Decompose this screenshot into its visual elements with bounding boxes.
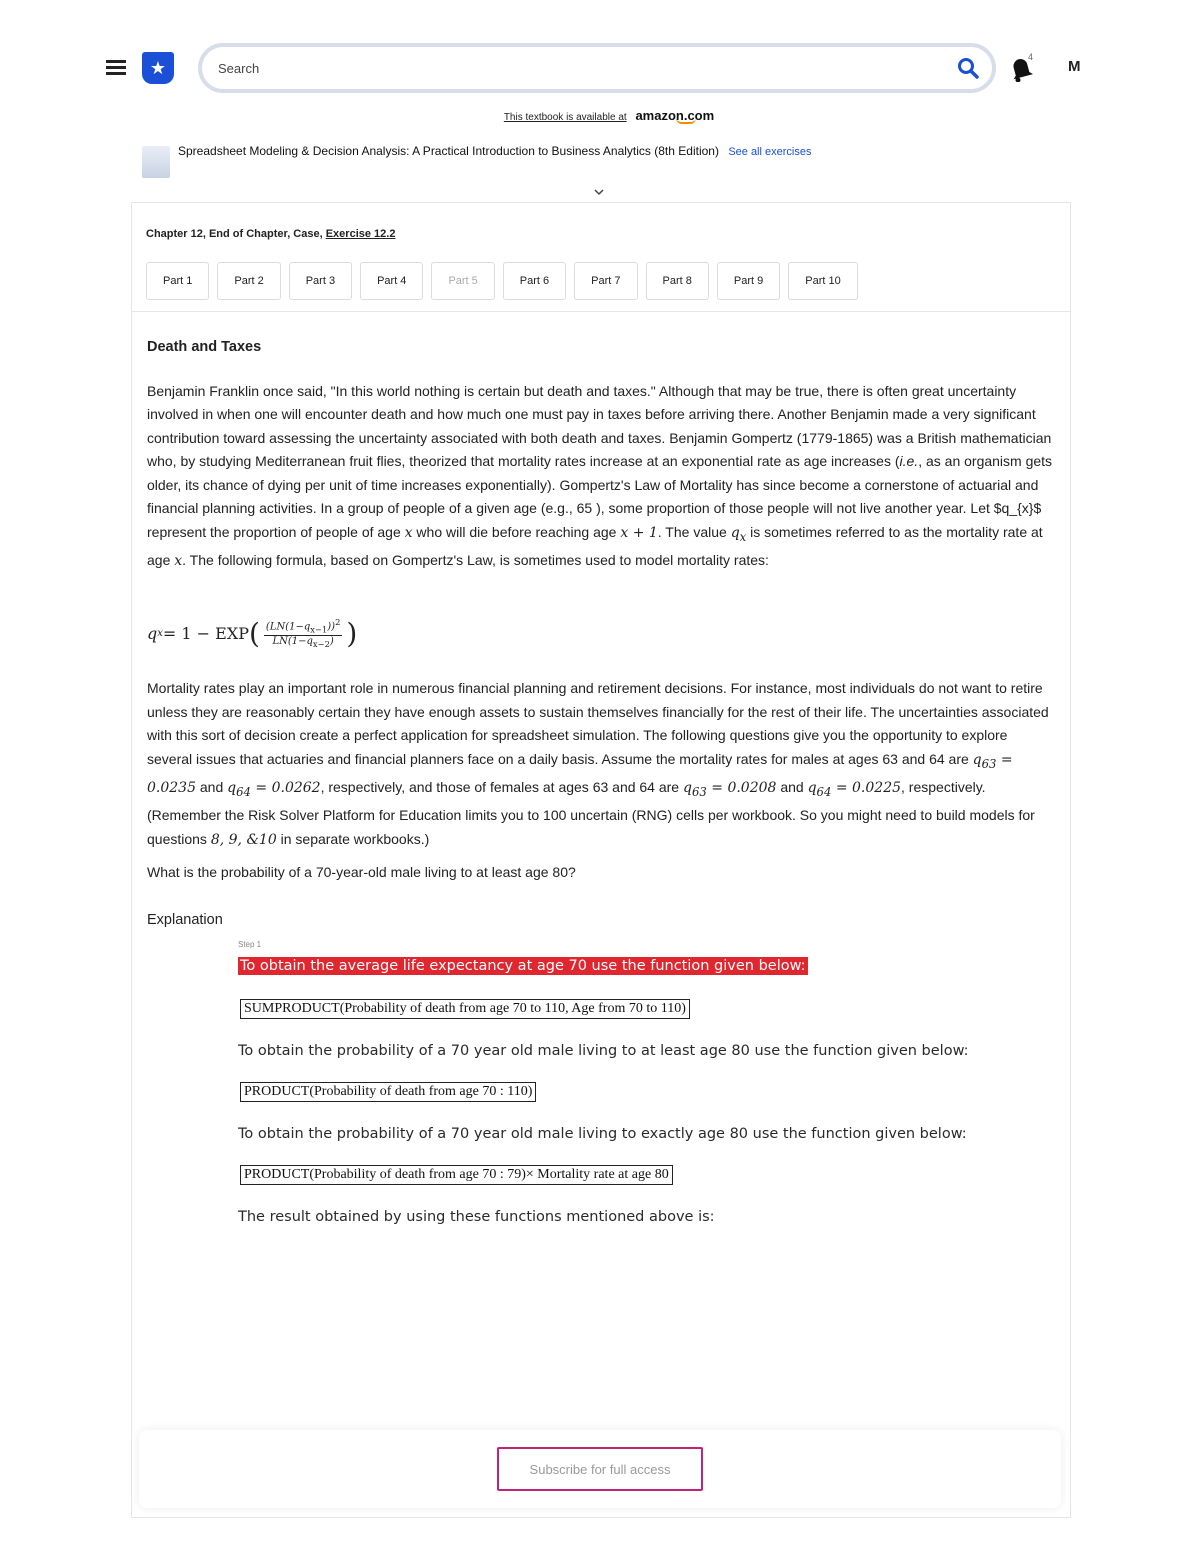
tab-part-2[interactable]: Part 2 xyxy=(217,262,280,300)
chevron-down-icon[interactable] xyxy=(593,186,605,198)
step-label: Step 1 xyxy=(238,940,262,949)
user-avatar[interactable]: M xyxy=(1068,58,1081,75)
solution-line-2: To obtain the probability of a 70 year old male living to at least age 80 use the function given below: xyxy=(238,1043,969,1059)
solution-line-1: To obtain the average life expectancy at age 70 use the function given below: xyxy=(240,958,806,974)
top-bar xyxy=(106,42,1096,94)
see-all-exercises-link[interactable]: See all exercises xyxy=(728,146,812,158)
book-title: Spreadsheet Modeling & Decision Analysis: A Practical Introduction to Business Analytics (8th Edition) xyxy=(178,144,719,158)
search-icon[interactable] xyxy=(956,56,980,80)
intro-paragraph: Benjamin Franklin once said, "In this world nothing is certain but death and taxes." Although that may be true, there is often great uncertainty involved in when one will encounter death and how much one must pay in taxes before arriving there. Another Benjamin made a very significant contribution toward assessing the uncertainty associated with both death and taxes. Benjamin Gompertz (1779-1865) was a British mathematician who, by studying Mediterranean fruit flies, theorized that mortality rates increase at an exponential rate as age increases (i.e., as an organism gets older, its chance of dying per unit of time increases exponentially). Gompertz's Law of Mortality has since become a cornerstone of actuarial and financial planning activities. In a group of people of a given age (e.g., 65 ), some proportion of those people will not live another year. Let $q_{x}$ represent the proportion of people of age x who will die before reaching age x + 1. The value $q_x$ is sometimes referred to as the mortality rate at age x. The following formula, based on Gompertz's Law, is sometimes used to model mortality rates: xyxy=(147,382,1053,569)
tab-part-10[interactable]: Part 10 xyxy=(788,262,857,300)
tab-part-4[interactable]: Part 4 xyxy=(360,262,423,300)
question-text: What is the probability of a 70-year-old male living to at least age 80? xyxy=(147,864,576,880)
subscribe-panel xyxy=(139,1430,1061,1508)
tab-part-3[interactable]: Part 3 xyxy=(289,262,352,300)
chapter-breadcrumb xyxy=(146,228,395,240)
amazon-logo[interactable]: amazon.com xyxy=(635,108,715,123)
book-cover-thumbnail[interactable] xyxy=(142,146,170,178)
gompertz-formula: q x = 1 − EXP ( $\frac{(LN(1-q_{x-1}))^2}{LN(1-q_{x-2})}$ ) xyxy=(147,616,358,650)
formula-box-2: PRODUCT(Probability of death from age 70 : 110) xyxy=(240,1082,536,1102)
search-box xyxy=(198,43,996,93)
tab-part-7[interactable]: Part 7 xyxy=(574,262,637,300)
exercise-link[interactable]: Exercise 12.2 xyxy=(325,228,396,240)
formula-fraction: $\frac{(LN(1-q_{x-1}))^2}{LN(1-q_{x-2})}$ xyxy=(265,617,341,650)
brand-logo-icon[interactable]: ★ xyxy=(142,52,174,84)
tab-part-5[interactable]: Part 5 xyxy=(431,262,494,300)
subscribe-button[interactable]: Subscribe for full access xyxy=(497,1447,703,1491)
tab-part-8[interactable]: Part 8 xyxy=(646,262,709,300)
hamburger-menu-icon[interactable] xyxy=(106,60,126,76)
case-title: Death and Taxes xyxy=(147,339,262,355)
amazon-smile-icon xyxy=(676,118,696,124)
explanation-heading: Explanation xyxy=(147,912,223,928)
notification-count: 4 xyxy=(1028,52,1034,62)
amazon-availability xyxy=(0,108,1200,124)
solution-line-3: To obtain the probability of a 70 year old male living to exactly age 80 use the function given below: xyxy=(238,1126,967,1142)
formula-box-1: SUMPRODUCT(Probability of death from age 70 to 110, Age from 70 to 110) xyxy=(240,999,690,1019)
question-content xyxy=(147,336,1053,573)
formula-box-3: PRODUCT(Probability of death from age 70 : 79)× Mortality rate at age 80 xyxy=(240,1165,673,1185)
assumptions-paragraph: Mortality rates play an important role in numerous financial planning and retirement decisions. For instance, most individuals do not want to retire unless they are reasonably certain they have enough assets to sustain themselves financially for the rest of their life. The uncertainties associated with this sort of decision create a perfect application for spreadsheet simulation. The following questions give you the opportunity to explore several issues that actuaries and financial planners face on a daily basis. Assume the mortality rates for males at ages 63 and 64 are $q_{63} = 0.0235$ and $q_{64} = 0.0262$, respectively, and those of females at ages 63 and 64 are $q_{63} = 0.0208$ and $q_{64} = 0.0225$, respectively. (Remember the Risk Solver Platform for Education limits you to 100 uncertain (RNG) cells per workbook. So you might need to build models for questions 8, 9, &10 in separate workbooks.) xyxy=(147,680,1049,848)
part-tabs xyxy=(146,262,858,300)
amazon-link[interactable]: This textbook is available at xyxy=(503,112,627,123)
card-divider xyxy=(131,311,1071,312)
tab-part-1[interactable]: Part 1 xyxy=(146,262,209,300)
solution-line-4: The result obtained by using these functions mentioned above is: xyxy=(238,1209,715,1225)
book-info xyxy=(142,140,1062,180)
tab-part-9[interactable]: Part 9 xyxy=(717,262,780,300)
search-input[interactable] xyxy=(218,57,918,79)
chapter-prefix: Chapter 12, End of Chapter, Case, xyxy=(146,228,323,240)
tab-part-6[interactable]: Part 6 xyxy=(503,262,566,300)
